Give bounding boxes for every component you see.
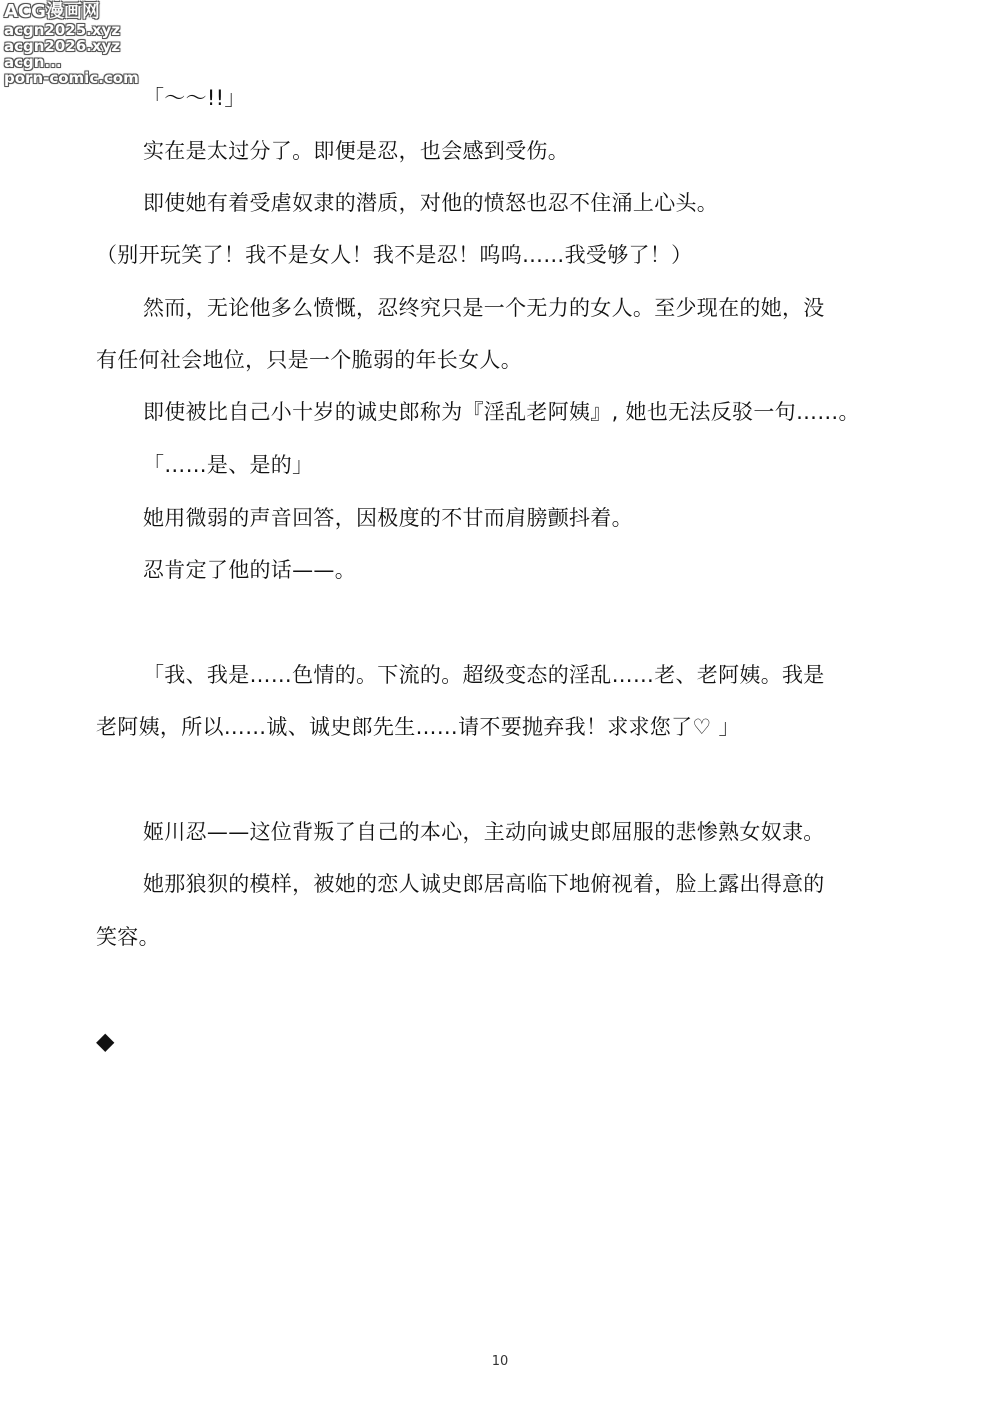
paragraph-line: 有任何社会地位，只是一个脆弱的年长女人。	[96, 348, 522, 372]
paragraph-line: 她那狼狈的模样，被她的恋人诚史郎居高临下地俯视着，脸上露出得意的	[143, 872, 825, 896]
paragraph-line: 即使被比自己小十岁的诚史郎称为『淫乱老阿姨』, 她也无法反驳一句……。	[143, 400, 860, 424]
paragraph-line: 姬川忍——这位背叛了自己的本心，主动向诚史郎屈服的悲惨熟女奴隶。	[143, 820, 825, 844]
dialogue-line: 老阿姨，所以……诚、诚史郎先生……请不要抛弃我！求求您了♡ 」	[96, 715, 740, 739]
paragraph-line: 笑容。	[96, 925, 160, 949]
paragraph-line: 即使她有着受虐奴隶的潜质，对他的愤怒也忍不住涌上心头。	[143, 191, 719, 215]
dialogue-line: 「……是、是的」	[143, 453, 314, 477]
paragraph-line: 忍肯定了他的话——。	[143, 558, 356, 582]
watermark-line: porn-comic.com	[4, 69, 139, 87]
watermark-line: acgn...	[4, 53, 62, 71]
watermark-line: ACG漫画网	[4, 1, 100, 22]
dialogue-line: 「我、我是……色情的。下流的。超级变态的淫乱……老、老阿姨。我是	[143, 663, 825, 687]
page-number: 10	[491, 1354, 509, 1369]
paragraph-line: 实在是太过分了。即便是忍，也会感到受伤。	[143, 139, 569, 163]
section-marker-icon: ◆	[96, 1027, 115, 1055]
watermark	[4, 2, 154, 86]
watermark-line: acgn2025.xyz	[4, 21, 121, 39]
watermark-line: acgn2026.xyz	[4, 37, 121, 55]
thought-line: （别开玩笑了！我不是女人！我不是忍！呜呜……我受够了！）	[96, 243, 693, 267]
paragraph-line: 然而，无论他多么愤慨，忍终究只是一个无力的女人。至少现在的她，没	[143, 296, 825, 320]
dialogue-line: 「～～!!」	[143, 86, 246, 110]
paragraph-line: 她用微弱的声音回答，因极度的不甘而肩膀颤抖着。	[143, 506, 633, 530]
